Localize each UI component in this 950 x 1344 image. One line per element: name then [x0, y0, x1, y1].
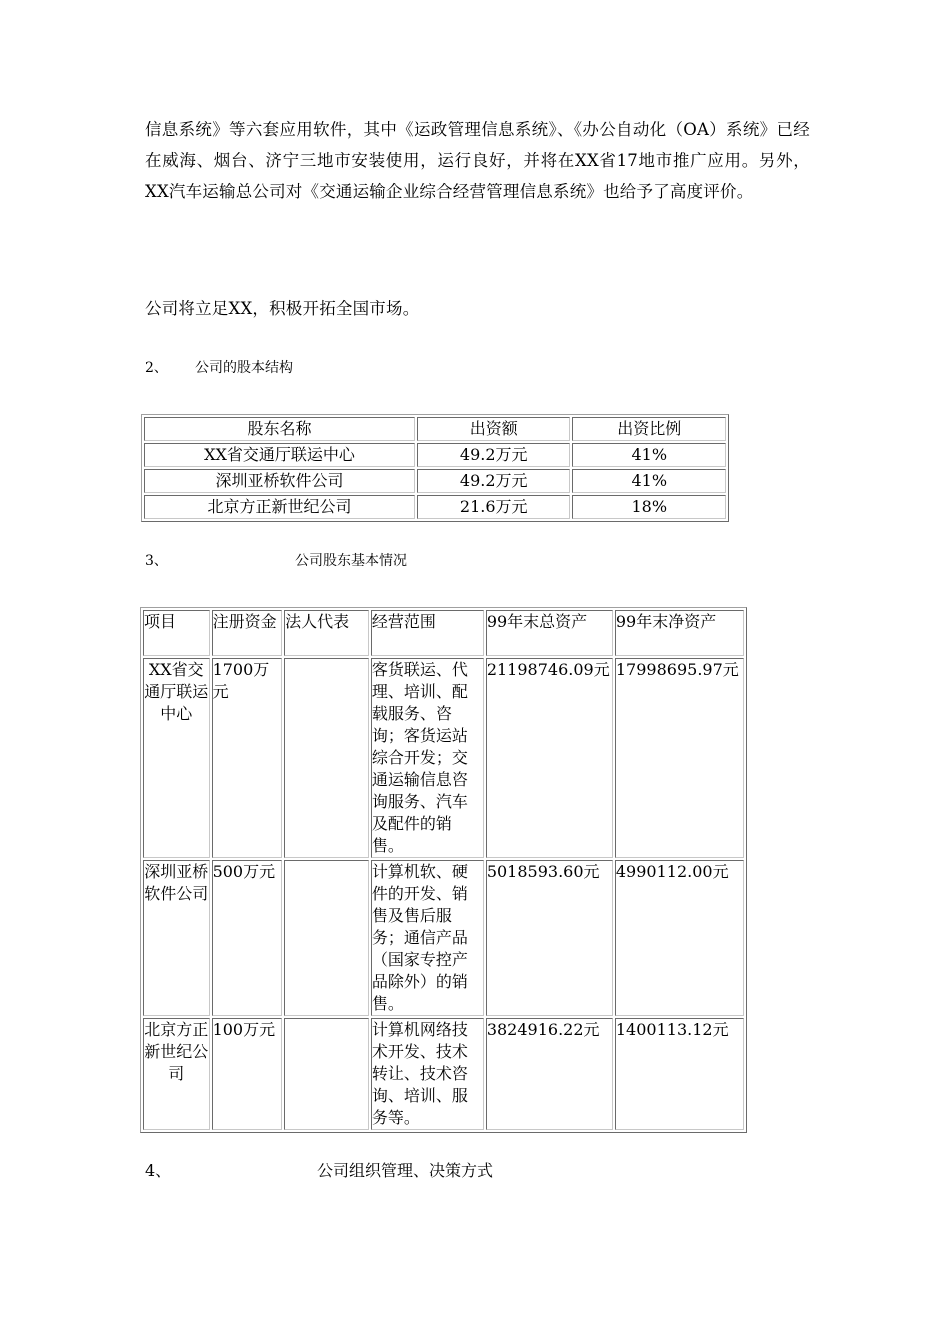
table-cell: 计算机网络技术开发、技术转让、技术咨询、培训、服务等。	[371, 1018, 484, 1130]
table-cell	[284, 1018, 369, 1130]
table-row	[143, 860, 744, 1016]
table-row	[143, 1018, 744, 1130]
shareholder-info-table	[140, 607, 747, 1133]
table-row	[144, 495, 726, 519]
header-cell: 法人代表	[284, 610, 369, 656]
table-cell: 100万元	[212, 1018, 283, 1130]
table-row	[144, 443, 726, 467]
table-cell: 49.2万元	[417, 443, 571, 467]
table-cell: 41%	[572, 443, 726, 467]
share-structure-table	[141, 414, 729, 522]
table-cell: 49.2万元	[417, 469, 571, 493]
table-cell: XX省交通厅联运中心	[143, 658, 210, 858]
section-title: 公司组织管理、决策方式	[317, 1161, 494, 1180]
table-cell	[284, 860, 369, 1016]
section-title: 公司股东基本情况	[295, 553, 407, 569]
header-cell: 项目	[143, 610, 210, 656]
table-cell: 1700万元	[212, 658, 283, 858]
table-cell: 深圳亚桥软件公司	[143, 860, 210, 1016]
header-cell: 99年末总资产	[486, 610, 613, 656]
table-cell: 4990112.00元	[615, 860, 744, 1016]
intro-closing-paragraph: 公司将立足XX，积极开拓全国市场。	[145, 299, 420, 318]
header-cell: 99年末净资产	[615, 610, 744, 656]
header-cell: 注册资金	[212, 610, 283, 656]
intro-paragraph: 信息系统》等六套应用软件，其中《运政管理信息系统》、《办公自动化（OA）系统》已经在威海、烟台、济宁三地市安装使用，运行良好，并将在XX省17地市推广应用。另外，XX汽车运输总公司对《交通运输企业综合经营管理信息系统》也给予了高度评价。	[145, 120, 810, 201]
table-cell: 1400113.12元	[615, 1018, 744, 1130]
header-cell: 股东名称	[144, 417, 415, 441]
header-cell: 出资额	[417, 417, 571, 441]
section-number: 4、	[145, 1161, 172, 1180]
table-row	[143, 658, 744, 858]
table-cell: 500万元	[212, 860, 283, 1016]
table-cell: 3824916.22元	[486, 1018, 613, 1130]
table-header-row	[143, 610, 744, 656]
table-cell: 21.6万元	[417, 495, 571, 519]
table-cell: 深圳亚桥软件公司	[144, 469, 415, 493]
table-cell: 41%	[572, 469, 726, 493]
table-header-row	[144, 417, 726, 441]
table-cell: 计算机软、硬件的开发、销售及售后服务；通信产品（国家专控产品除外）的销售。	[371, 860, 484, 1016]
table-row	[144, 469, 726, 493]
table-cell: 客货联运、代理、培训、配载服务、咨询；客货运站综合开发；交通运输信息咨询服务、汽车及配件的销售。	[371, 658, 484, 858]
section-number: 3、	[145, 553, 168, 569]
table-cell: 5018593.60元	[486, 860, 613, 1016]
section-number: 2、	[145, 360, 168, 376]
header-cell: 出资比例	[572, 417, 726, 441]
header-cell: 经营范围	[371, 610, 484, 656]
table-cell: 北京方正新世纪公司	[144, 495, 415, 519]
table-cell: 18%	[572, 495, 726, 519]
table-cell: XX省交通厅联运中心	[144, 443, 415, 467]
table-cell: 17998695.97元	[615, 658, 744, 858]
table-cell	[284, 658, 369, 858]
table-cell: 北京方正新世纪公司	[143, 1018, 210, 1130]
section-title: 公司的股本结构	[195, 360, 293, 376]
table-cell: 21198746.09元	[486, 658, 613, 858]
